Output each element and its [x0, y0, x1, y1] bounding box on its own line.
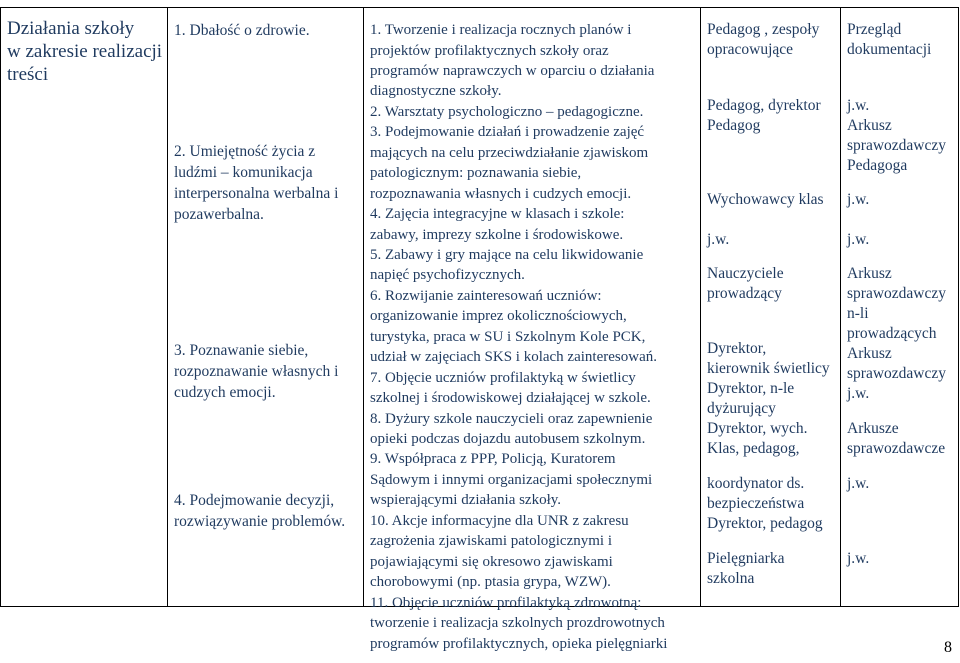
header-line: Działania szkoły	[7, 18, 135, 39]
action-line: 10. Akcje informacyjne dla UNR z zakresu	[370, 512, 629, 529]
action-line: 2. Warsztaty psychologiczno – pedagogiczne.	[370, 103, 644, 120]
responsible-line: Nauczyciele	[707, 265, 784, 282]
actions-list	[364, 8, 700, 652]
evaluation-line: Arkusze	[847, 420, 899, 437]
action-line: Sądowym i innymi organizacjami społecznymi	[370, 471, 653, 488]
evaluation-line: Arkusz	[847, 117, 892, 134]
responsible-line: Pedagog , zespoły	[707, 21, 820, 38]
responsible-line: Pielęgniarka	[707, 550, 785, 567]
action-line: szkolnej i środowiskowej działającej w szkole.	[370, 390, 651, 407]
evaluation-cell	[841, 8, 959, 607]
responsible-line: Wychowawcy klas	[707, 191, 824, 208]
evaluation-line: prowadzących	[847, 325, 937, 342]
content-area-line: interpersonalna werbalna i	[174, 185, 339, 202]
content-area-line: 2. Umiejętność życia z	[174, 143, 316, 160]
evaluation-line: sprawozdawczy	[847, 285, 946, 302]
responsible-line: j.w.	[707, 231, 730, 248]
action-line: organizowanie imprez okolicznościowych,	[370, 308, 627, 325]
action-line: turystyka, praca w SU i Szkolnym Kole PCK,	[370, 328, 646, 345]
content-area-cell	[168, 8, 364, 607]
action-line: 6. Rozwijanie zainteresowań uczniów:	[370, 287, 602, 304]
responsible-line: Klas, pedagog,	[707, 440, 800, 457]
responsible-line: prowadzący	[707, 285, 782, 302]
responsible-line: Dyrektor,	[707, 340, 767, 357]
evaluation-line: j.w.	[847, 385, 870, 402]
action-line: pojawiającymi się okresowo zjawiskami	[370, 553, 613, 570]
page-number: 8	[944, 639, 952, 656]
action-line: chorobowymi (np. ptasia grypa, WZW).	[370, 574, 611, 591]
actions-cell	[364, 8, 701, 652]
evaluation-line: Pedagoga	[847, 157, 908, 174]
responsible-line: opracowujące	[707, 41, 794, 58]
action-line: 3. Podejmowanie działań i prowadzenie zajęć	[370, 124, 645, 141]
action-line: rozpoznawania własnych i cudzych emocji.	[370, 185, 632, 202]
action-line: 8. Dyżury szkole nauczycieli oraz zapewnienie	[370, 410, 653, 427]
action-line: 11. Objęcie uczniów profilaktyką zdrowotną:	[370, 594, 642, 611]
header-cell	[1, 8, 168, 607]
evaluation-line: j.w.	[847, 97, 870, 114]
content-area-line: pozawerbalna.	[174, 206, 264, 223]
action-line: zagrożenia zjawiskami patologicznymi i	[370, 533, 612, 550]
responsible-line: Pedagog	[707, 117, 761, 134]
action-line: diagnostyczne szkoły.	[370, 83, 502, 100]
action-line: 9. Współpraca z PPP, Policją, Kuratorem	[370, 451, 616, 468]
evaluation-line: sprawozdawcze	[847, 440, 946, 457]
content-area-line: rozwiązywanie problemów.	[174, 513, 346, 530]
content-area-line: ludźmi – komunikacja	[174, 164, 313, 181]
action-line: patologicznym: poznawania siebie,	[370, 165, 582, 182]
content-area-line: 3. Poznawanie siebie,	[174, 342, 309, 359]
header-line: treści	[7, 64, 49, 85]
action-line: 7. Objęcie uczniów profilaktyką w świetlicy	[370, 369, 636, 386]
action-line: mających na celu przeciwdziałanie zjawiskom	[370, 144, 649, 161]
responsible-line: szkolna	[707, 570, 755, 587]
content-area-line: 4. Podejmowanie decyzji,	[174, 492, 335, 509]
responsible-line: koordynator ds.	[707, 475, 805, 492]
responsible-line: kierownik świetlicy	[707, 360, 830, 377]
action-line: tworzenie i realizacja szkolnych prozdrowotnych	[370, 615, 665, 631]
header-line: w zakresie realizacji	[7, 41, 163, 62]
action-line: zabawy, imprezy szkolne i środowiskowe.	[370, 226, 624, 243]
action-line: programów profilaktycznych, opieka pielęgniarki	[370, 635, 668, 652]
table-row	[1, 8, 959, 607]
evaluation-line: j.w.	[847, 475, 870, 492]
action-line: programów naprawczych w oparciu o działania	[370, 62, 655, 79]
responsible-line: Pedagog, dyrektor	[707, 97, 821, 114]
action-line: wspierającymi działania szkoły.	[370, 492, 562, 509]
responsible-line: bezpieczeństwa	[707, 495, 805, 512]
action-line: 5. Zabawy i gry mające na celu likwidowanie	[370, 246, 644, 263]
content-area-line: rozpoznawanie własnych i	[174, 363, 339, 380]
evaluation-line: sprawozdawczy	[847, 365, 946, 382]
action-line: projektów profilaktycznych szkoły oraz	[370, 42, 609, 59]
action-line: 4. Zajęcia integracyjne w klasach i szkole:	[370, 206, 625, 222]
prevention-program-table	[0, 7, 959, 652]
content-area-line: cudzych emocji.	[174, 384, 276, 401]
responsible-line: Dyrektor, n-le	[707, 380, 795, 397]
evaluation-line: sprawozdawczy	[847, 137, 946, 154]
responsible-cell	[701, 8, 841, 607]
action-line: udział w zajęciach SKS i kolach zainteresowań.	[370, 349, 657, 366]
evaluation-line: j.w.	[847, 550, 870, 567]
action-line: napięć psychofizycznych.	[370, 267, 525, 284]
action-line: 1. Tworzenie i realizacja rocznych planów i	[370, 22, 632, 38]
evaluation-line: Arkusz	[847, 345, 892, 362]
evaluation-line: dokumentacji	[847, 41, 932, 58]
evaluation-line: j.w.	[847, 191, 870, 208]
action-line: opieki podczas dojazdu autobusem szkolnym.	[370, 431, 646, 447]
responsible-line: Dyrektor, pedagog	[707, 515, 823, 532]
evaluation-line: j.w.	[847, 231, 870, 248]
responsible-line: dyżurujący	[707, 400, 776, 417]
evaluation-line: Przegląd	[847, 21, 902, 38]
responsible-line: Dyrektor, wych.	[707, 420, 808, 437]
evaluation-line: Arkusz	[847, 265, 892, 282]
content-area-line: 1. Dbałość o zdrowie.	[174, 22, 310, 39]
evaluation-line: n-li	[847, 305, 869, 322]
document-table-wrapper	[0, 7, 958, 652]
